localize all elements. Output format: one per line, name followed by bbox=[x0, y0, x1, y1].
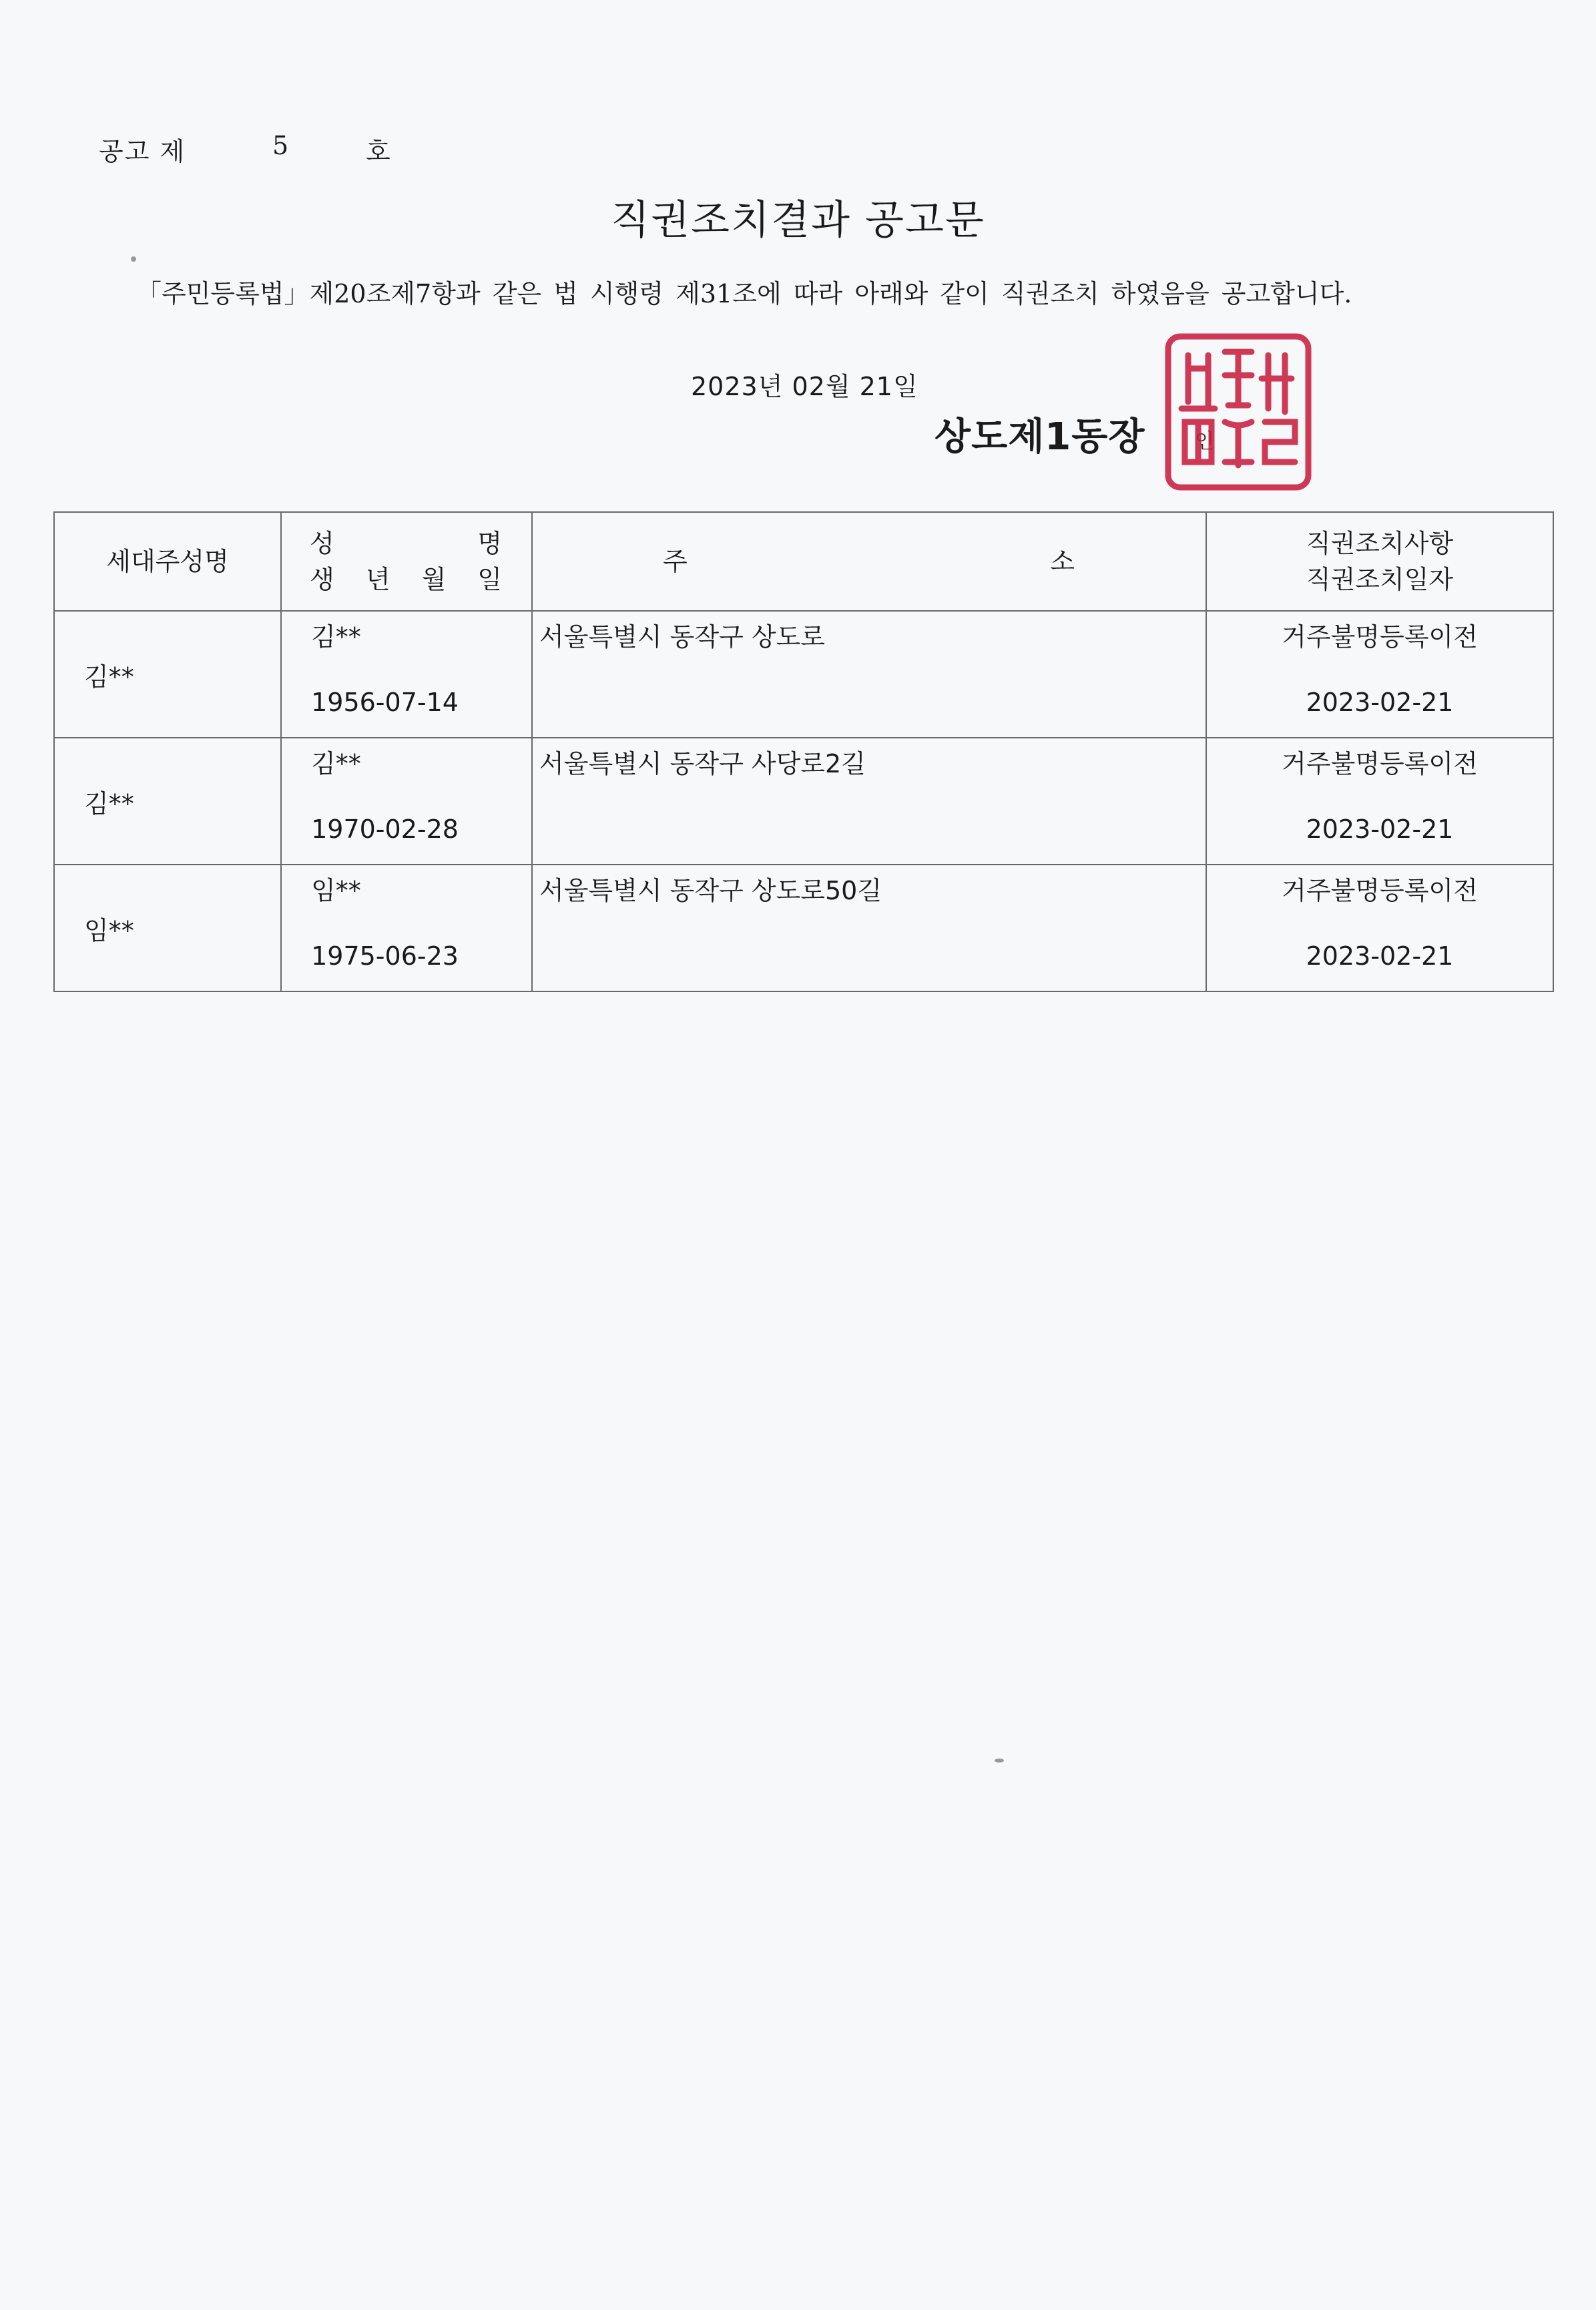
resident-name: 김** bbox=[311, 749, 361, 778]
action-date: 2023-02-21 bbox=[1306, 688, 1454, 717]
header-address-char: 소 bbox=[1050, 547, 1075, 576]
action-cell bbox=[1206, 865, 1553, 991]
birth-date: 1970-02-28 bbox=[311, 815, 459, 844]
header-birth-char: 년 bbox=[365, 565, 390, 594]
header-action-type: 직권조치사항 bbox=[1306, 529, 1454, 558]
notice-suffix: 호 bbox=[366, 137, 392, 166]
header-name-char: 성 bbox=[310, 529, 334, 558]
header-address bbox=[532, 512, 1206, 611]
action-type: 거주불명등록이전 bbox=[1282, 876, 1478, 905]
header-householder: 세대주성명 bbox=[54, 512, 281, 611]
birth-date: 1975-06-23 bbox=[311, 941, 459, 971]
name-birth-cell bbox=[281, 738, 532, 865]
table-row bbox=[54, 611, 1553, 738]
action-type: 거주불명등록이전 bbox=[1282, 622, 1478, 652]
table-row bbox=[54, 865, 1553, 991]
notice-number bbox=[99, 131, 392, 168]
notice-body: 「주민등록법」제20조제7항과 같은 법 시행령 제31조에 따라 아래와 같이 직권조치 하였음을 공고합니다. bbox=[136, 279, 1352, 308]
header-birth-char: 월 bbox=[421, 565, 447, 594]
header-action bbox=[1206, 512, 1553, 611]
document-title: 직권조치결과 공고문 bbox=[611, 197, 985, 244]
householder-cell: 임** bbox=[54, 865, 281, 991]
scan-speck bbox=[131, 256, 136, 262]
header-action-date: 직권조치일자 bbox=[1306, 565, 1454, 594]
address-cell: 서울특별시 동작구 상도로50길 bbox=[532, 865, 1206, 991]
notice-date: 2023년 02월 21일 bbox=[691, 372, 918, 401]
seal-mark: 인 bbox=[1195, 430, 1214, 453]
scan-speck bbox=[995, 1759, 1004, 1763]
header-name-birth bbox=[281, 512, 532, 611]
resident-name: 임** bbox=[311, 876, 361, 905]
resident-name: 김** bbox=[311, 622, 361, 652]
name-birth-cell bbox=[281, 611, 532, 738]
header-address-char: 주 bbox=[663, 547, 688, 576]
action-cell bbox=[1206, 611, 1553, 738]
address-cell: 서울특별시 동작구 사당로2길 bbox=[532, 738, 1206, 865]
action-table bbox=[53, 511, 1554, 992]
notice-prefix: 공고 제 bbox=[99, 137, 186, 166]
action-date: 2023-02-21 bbox=[1306, 815, 1454, 844]
action-date: 2023-02-21 bbox=[1306, 941, 1454, 971]
name-birth-cell bbox=[281, 865, 532, 991]
header-name-char: 명 bbox=[477, 529, 503, 558]
official-seal-icon bbox=[1161, 328, 1315, 495]
table-row bbox=[54, 738, 1553, 865]
header-birth-char: 일 bbox=[477, 565, 503, 594]
header-birth-char: 생 bbox=[310, 565, 334, 594]
address-cell: 서울특별시 동작구 상도로 bbox=[532, 611, 1206, 738]
action-type: 거주불명등록이전 bbox=[1282, 749, 1478, 778]
action-cell bbox=[1206, 738, 1553, 865]
birth-date: 1956-07-14 bbox=[311, 688, 459, 717]
householder-cell: 김** bbox=[54, 738, 281, 865]
householder-cell: 김** bbox=[54, 611, 281, 738]
table-header-row bbox=[54, 512, 1553, 611]
notice-number-value: 5 bbox=[272, 131, 290, 160]
signer-title: 상도제1동장 bbox=[935, 415, 1145, 459]
